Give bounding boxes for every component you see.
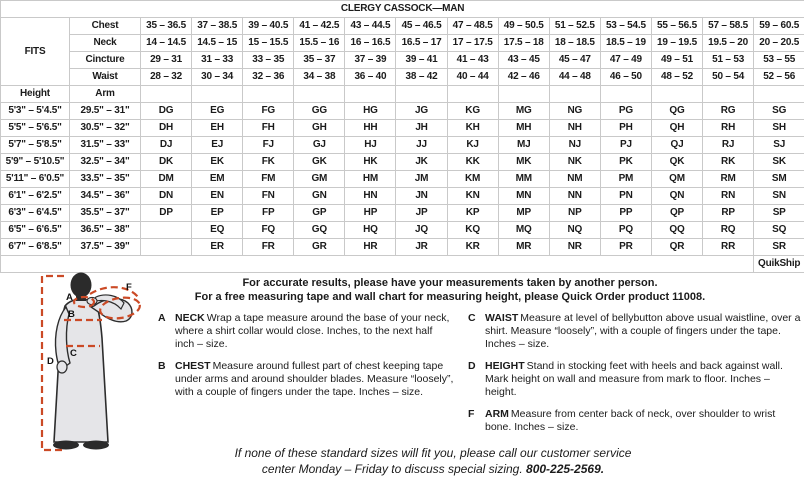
size-code-qm: QM (651, 171, 702, 188)
instruction-letter: C (468, 312, 476, 324)
phone-number: 800-225-2569. (526, 462, 605, 476)
measure-value: 48 – 52 (651, 69, 702, 86)
size-code-qj: QJ (651, 137, 702, 154)
measure-value: 32 – 36 (243, 69, 294, 86)
size-code-eq: EQ (192, 222, 243, 239)
size-row (1, 120, 804, 137)
instruction-body: Wrap a tape measure around the base of your neck, where a shirt collar would close. Inches, to the next half inch – size. (175, 312, 450, 350)
instruction-text (175, 360, 454, 399)
measure-value: 36 – 40 (345, 69, 396, 86)
measure-value: 19 – 19.5 (651, 35, 702, 52)
measure-value: 40 – 44 (447, 69, 498, 86)
left-shoe (53, 441, 79, 450)
measure-value: 37 – 39 (345, 52, 396, 69)
quikship-badge: QuikShip (754, 256, 804, 273)
size-code-fq: FQ (243, 222, 294, 239)
footer-line-2 (62, 461, 804, 477)
instruction-letter: D (468, 360, 476, 372)
size-code-sp: SP (754, 205, 804, 222)
empty-header-cell (651, 86, 702, 103)
diagram-label-arm: F (126, 282, 132, 293)
empty-header-cell (243, 86, 294, 103)
size-code-fn: FN (243, 188, 294, 205)
note-line-2: For a free measuring tape and wall chart for measuring height, please Quick Order product 11008. (194, 291, 706, 303)
size-code-nm: NM (549, 171, 600, 188)
size-code-nj: NJ (549, 137, 600, 154)
table-title-row (1, 1, 804, 18)
measure-value: 49 – 51 (651, 52, 702, 69)
height-range: 5'7" – 5'8.5" (1, 137, 70, 154)
size-row (1, 205, 804, 222)
measure-value: 34 – 38 (294, 69, 345, 86)
note-line-1: For accurate results, please have your measurements taken by another person. (242, 277, 658, 289)
size-code-kj: KJ (447, 137, 498, 154)
arm-range: 29.5" – 31" (70, 103, 141, 120)
instruction-term: WAIST (485, 312, 519, 324)
instruction-letter: F (468, 408, 475, 420)
measure-value: 17 – 17.5 (447, 35, 498, 52)
measure-value: 29 – 31 (141, 52, 192, 69)
size-code-hj: HJ (345, 137, 396, 154)
size-code-mr: MR (498, 239, 549, 256)
measure-value: 43 – 44.5 (345, 18, 396, 35)
size-code-qp: QP (651, 205, 702, 222)
accuracy-notes (100, 276, 800, 304)
measure-value: 45 – 46.5 (396, 18, 447, 35)
empty-header-cell (600, 86, 651, 103)
size-code-mk: MK (498, 154, 549, 171)
height-range: 6'1" – 6'2.5" (1, 188, 70, 205)
measure-value: 50 – 54 (703, 69, 754, 86)
size-code-rp: RP (703, 205, 754, 222)
instruction-text (485, 312, 804, 351)
size-code-fm: FM (243, 171, 294, 188)
size-code-gp: GP (294, 205, 345, 222)
measure-value: 41 – 42.5 (294, 18, 345, 35)
size-code-nk: NK (549, 154, 600, 171)
height-range: 6'5" – 6'6.5" (1, 222, 70, 239)
size-code-gg: GG (294, 103, 345, 120)
instruction-chest (158, 360, 454, 399)
size-code-ng: NG (549, 103, 600, 120)
cassock-measurement-diagram (6, 272, 158, 484)
empty-header-cell (498, 86, 549, 103)
size-code-qh: QH (651, 120, 702, 137)
size-chart-body (1, 1, 804, 273)
size-code-sk: SK (754, 154, 804, 171)
measure-value: 14.5 – 15 (192, 35, 243, 52)
measure-value: 41 – 43 (447, 52, 498, 69)
measure-value: 53 – 55 (754, 52, 804, 69)
diagram-label-chest: B (68, 309, 75, 320)
right-shoe (83, 441, 109, 450)
measure-value: 30 – 34 (192, 69, 243, 86)
size-code-rj: RJ (703, 137, 754, 154)
height-arm-header-row (1, 86, 804, 103)
size-code-ek: EK (192, 154, 243, 171)
empty-header-cell (396, 86, 447, 103)
instruction-text (485, 408, 804, 434)
size-code-er: ER (192, 239, 243, 256)
measure-value: 39 – 40.5 (243, 18, 294, 35)
measure-label-waist: Waist (70, 69, 141, 86)
measure-value: 38 – 42 (396, 69, 447, 86)
measure-value: 55 – 56.5 (651, 18, 702, 35)
instruction-height (468, 360, 804, 399)
diagram-label-height: D (47, 356, 54, 367)
size-code-kn: KN (447, 188, 498, 205)
size-code-pm: PM (600, 171, 651, 188)
left-hand (57, 361, 67, 373)
size-code-mq: MQ (498, 222, 549, 239)
instruction-letter: B (158, 360, 166, 372)
instruction-term: HEIGHT (485, 360, 525, 372)
empty-header-cell (549, 86, 600, 103)
empty-size-cell (141, 222, 192, 239)
size-code-gh: GH (294, 120, 345, 137)
size-code-fg: FG (243, 103, 294, 120)
arm-range: 30.5" – 32" (70, 120, 141, 137)
instructions-column-left (158, 312, 454, 443)
size-row (1, 188, 804, 205)
height-range: 5'11" – 6'0.5" (1, 171, 70, 188)
measure-value: 14 – 14.5 (141, 35, 192, 52)
empty-size-cell (141, 239, 192, 256)
measure-value: 59 – 60.5 (754, 18, 804, 35)
size-code-qn: QN (651, 188, 702, 205)
size-code-hp: HP (345, 205, 396, 222)
size-code-jj: JJ (396, 137, 447, 154)
measure-value: 47 – 48.5 (447, 18, 498, 35)
measure-value: 15 – 15.5 (243, 35, 294, 52)
size-code-nr: NR (549, 239, 600, 256)
size-code-gm: GM (294, 171, 345, 188)
size-code-dg: DG (141, 103, 192, 120)
measure-value: 16 – 16.5 (345, 35, 396, 52)
instructions-column-right (468, 312, 804, 443)
arm-header: Arm (70, 86, 141, 103)
size-code-ph: PH (600, 120, 651, 137)
quikship-row (1, 256, 804, 273)
size-code-jk: JK (396, 154, 447, 171)
size-code-ej: EJ (192, 137, 243, 154)
size-code-em: EM (192, 171, 243, 188)
measure-value: 35 – 37 (294, 52, 345, 69)
instruction-body: Measure around fullest part of chest keeping tape under arms and around shoulder blades. Measure “loosely”, with a couple of fingers under the tape. Inches – size. (175, 360, 454, 398)
size-code-eh: EH (192, 120, 243, 137)
size-code-dk: DK (141, 154, 192, 171)
size-code-hk: HK (345, 154, 396, 171)
empty-header-cell (345, 86, 396, 103)
arm-range: 31.5" – 33" (70, 137, 141, 154)
instruction-term: NECK (175, 312, 205, 324)
size-code-mg: MG (498, 103, 549, 120)
height-range: 5'9" – 5'10.5" (1, 154, 70, 171)
measure-value: 57 – 58.5 (703, 18, 754, 35)
measure-value: 53 – 54.5 (600, 18, 651, 35)
size-code-dm: DM (141, 171, 192, 188)
size-code-rr: RR (703, 239, 754, 256)
measure-row (1, 35, 804, 52)
size-code-qk: QK (651, 154, 702, 171)
instruction-text (175, 312, 454, 351)
size-code-jm: JM (396, 171, 447, 188)
size-code-jn: JN (396, 188, 447, 205)
footer-text: center Monday – Friday to discuss special sizing. (261, 462, 527, 476)
arm-range: 37.5" – 39" (70, 239, 141, 256)
arm-range: 35.5" – 37" (70, 205, 141, 222)
size-code-kp: KP (447, 205, 498, 222)
empty-header-cell (192, 86, 243, 103)
size-code-ep: EP (192, 205, 243, 222)
size-code-fk: FK (243, 154, 294, 171)
measure-value: 46 – 50 (600, 69, 651, 86)
instruction-neck (158, 312, 454, 351)
quikship-spacer (1, 256, 754, 273)
measure-value: 47 – 49 (600, 52, 651, 69)
measure-value: 18.5 – 19 (600, 35, 651, 52)
measure-label-neck: Neck (70, 35, 141, 52)
size-code-gk: GK (294, 154, 345, 171)
measure-row (1, 52, 804, 69)
size-row (1, 239, 804, 256)
size-code-mp: MP (498, 205, 549, 222)
size-code-pj: PJ (600, 137, 651, 154)
height-range: 5'3" – 5'4.5" (1, 103, 70, 120)
arm-range: 36.5" – 38" (70, 222, 141, 239)
size-code-gr: GR (294, 239, 345, 256)
instruction-arm (468, 408, 804, 434)
size-code-kq: KQ (447, 222, 498, 239)
size-code-np: NP (549, 205, 600, 222)
size-code-nh: NH (549, 120, 600, 137)
size-code-sh: SH (754, 120, 804, 137)
size-code-sq: SQ (754, 222, 804, 239)
size-code-dj: DJ (141, 137, 192, 154)
measure-row (1, 69, 804, 86)
instruction-body: Stand in stocking feet with heels and back against wall. Mark height on wall and measure from mark to floor. Inches – height. (485, 360, 783, 398)
size-row (1, 103, 804, 120)
size-code-dn: DN (141, 188, 192, 205)
empty-header-cell (141, 86, 192, 103)
size-code-pq: PQ (600, 222, 651, 239)
instruction-term: CHEST (175, 360, 211, 372)
right-hand (87, 297, 97, 304)
measure-value: 43 – 45 (498, 52, 549, 69)
size-code-eg: EG (192, 103, 243, 120)
size-code-gq: GQ (294, 222, 345, 239)
measure-value: 42 – 46 (498, 69, 549, 86)
size-code-pg: PG (600, 103, 651, 120)
diagram-label-waist: C (70, 348, 77, 359)
size-code-km: KM (447, 171, 498, 188)
measure-value: 19.5 – 20 (703, 35, 754, 52)
size-code-rh: RH (703, 120, 754, 137)
size-code-sr: SR (754, 239, 804, 256)
size-code-mh: MH (498, 120, 549, 137)
height-range: 6'3" – 6'4.5" (1, 205, 70, 222)
size-code-jp: JP (396, 205, 447, 222)
size-code-gn: GN (294, 188, 345, 205)
size-code-mj: MJ (498, 137, 549, 154)
footer-text: If none of these standard sizes will fit you, please call our customer service (234, 446, 632, 460)
size-code-hh: HH (345, 120, 396, 137)
arm-range: 33.5" – 35" (70, 171, 141, 188)
size-code-rq: RQ (703, 222, 754, 239)
measure-value: 37 – 38.5 (192, 18, 243, 35)
empty-header-cell (754, 86, 804, 103)
size-code-kr: KR (447, 239, 498, 256)
instruction-body: Measure from center back of neck, over shoulder to wrist bone. Inches – size. (485, 408, 776, 433)
size-code-nn: NN (549, 188, 600, 205)
instruction-letter: A (158, 312, 166, 324)
table-title: CLERGY CASSOCK—MAN (1, 1, 804, 18)
size-code-kg: KG (447, 103, 498, 120)
measure-row (1, 18, 804, 35)
size-code-hq: HQ (345, 222, 396, 239)
measure-value: 31 – 33 (192, 52, 243, 69)
head (71, 273, 92, 298)
measure-value: 35 – 36.5 (141, 18, 192, 35)
measure-value: 49 – 50.5 (498, 18, 549, 35)
size-row (1, 137, 804, 154)
empty-header-cell (447, 86, 498, 103)
size-code-kh: KH (447, 120, 498, 137)
size-code-sj: SJ (754, 137, 804, 154)
footer-line-1 (62, 445, 804, 461)
size-code-pn: PN (600, 188, 651, 205)
size-code-dp: DP (141, 205, 192, 222)
empty-header-cell (294, 86, 345, 103)
size-code-pr: PR (600, 239, 651, 256)
measure-value: 18 – 18.5 (549, 35, 600, 52)
size-code-rn: RN (703, 188, 754, 205)
size-code-kk: KK (447, 154, 498, 171)
size-row (1, 222, 804, 239)
size-code-jg: JG (396, 103, 447, 120)
size-code-mm: MM (498, 171, 549, 188)
instruction-body: Measure at level of bellybutton above usual waistline, over a shirt. Measure “loosely”, with a couple of fingers under the tape. Inches – size. (485, 312, 801, 350)
size-code-jr: JR (396, 239, 447, 256)
size-row (1, 171, 804, 188)
measure-value: 17.5 – 18 (498, 35, 549, 52)
size-code-hm: HM (345, 171, 396, 188)
size-code-rk: RK (703, 154, 754, 171)
size-code-fp: FP (243, 205, 294, 222)
size-code-rm: RM (703, 171, 754, 188)
measure-value: 15.5 – 16 (294, 35, 345, 52)
measure-value: 20 – 20.5 (754, 35, 804, 52)
empty-header-cell (703, 86, 754, 103)
height-range: 6'7" – 6'8.5" (1, 239, 70, 256)
measure-value: 16.5 – 17 (396, 35, 447, 52)
size-code-fh: FH (243, 120, 294, 137)
fits-cell: FITS (1, 18, 70, 86)
measure-value: 45 – 47 (549, 52, 600, 69)
size-code-pk: PK (600, 154, 651, 171)
diagram-label-neck: A (66, 292, 73, 303)
measure-label-chest: Chest (70, 18, 141, 35)
size-code-nq: NQ (549, 222, 600, 239)
size-code-sg: SG (754, 103, 804, 120)
size-code-jq: JQ (396, 222, 447, 239)
size-code-mn: MN (498, 188, 549, 205)
size-code-hg: HG (345, 103, 396, 120)
measuring-instructions (158, 312, 804, 443)
size-code-hr: HR (345, 239, 396, 256)
instruction-text (485, 360, 804, 399)
size-row (1, 154, 804, 171)
measure-value: 44 – 48 (549, 69, 600, 86)
size-code-pp: PP (600, 205, 651, 222)
size-code-fr: FR (243, 239, 294, 256)
measure-value: 51 – 53 (703, 52, 754, 69)
height-range: 5'5" – 5'6.5" (1, 120, 70, 137)
size-code-dh: DH (141, 120, 192, 137)
measure-value: 52 – 56 (754, 69, 804, 86)
height-header: Height (1, 86, 70, 103)
size-code-en: EN (192, 188, 243, 205)
measure-value: 33 – 35 (243, 52, 294, 69)
arm-range: 34.5" – 36" (70, 188, 141, 205)
size-code-qr: QR (651, 239, 702, 256)
size-code-gj: GJ (294, 137, 345, 154)
measure-value: 28 – 32 (141, 69, 192, 86)
instruction-waist (468, 312, 804, 351)
measure-value: 51 – 52.5 (549, 18, 600, 35)
size-code-qq: QQ (651, 222, 702, 239)
size-code-qg: QG (651, 103, 702, 120)
size-code-jh: JH (396, 120, 447, 137)
instruction-term: ARM (485, 408, 509, 420)
measure-label-cincture: Cincture (70, 52, 141, 69)
size-code-hn: HN (345, 188, 396, 205)
measure-value: 39 – 41 (396, 52, 447, 69)
size-code-sn: SN (754, 188, 804, 205)
size-code-fj: FJ (243, 137, 294, 154)
size-code-rg: RG (703, 103, 754, 120)
arm-range: 32.5" – 34" (70, 154, 141, 171)
size-code-sm: SM (754, 171, 804, 188)
